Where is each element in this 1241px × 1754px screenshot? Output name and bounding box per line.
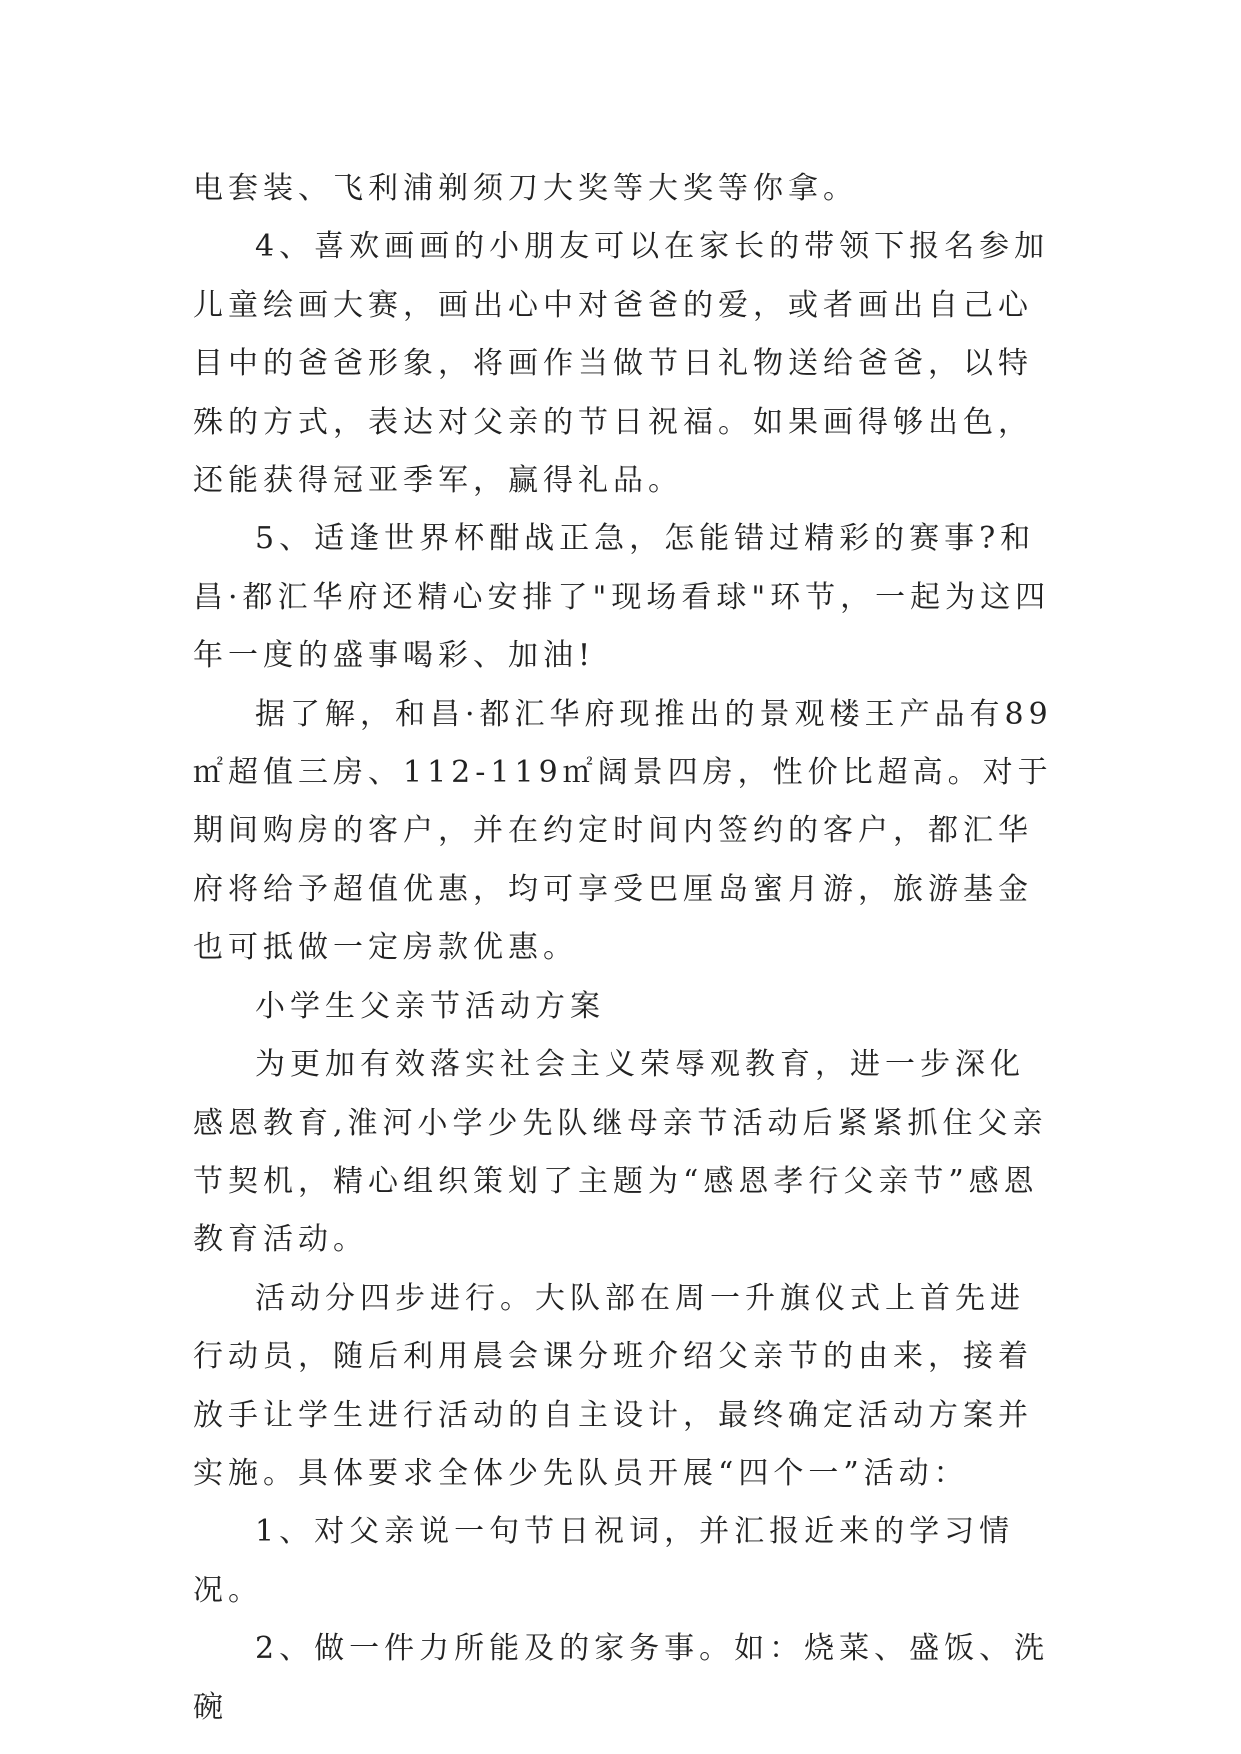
paragraph: 据了解，和昌·都汇华府现推出的景观楼王产品有89㎡超值三房、112-119㎡阔景四房，性价比超高。对于期间购房的客户，并在约定时间内签约的客户，都汇华府将给予超值优惠，均可享受巴厘岛蜜月游，旅游基金也可抵做一定房款优惠。 — [193, 696, 1053, 966]
section-heading: 小学生父亲节活动方案 — [255, 988, 605, 1024]
paragraph: 活动分四步进行。大队部在周一升旗仪式上首先进行动员，随后利用晨会课分班介绍父亲节的由来，接着放手让学生进行活动的自主设计，最终确定活动方案并实施。具体要求全体少先队员开展“四个一”活动： — [193, 1280, 1033, 1491]
paragraph: 5、适逢世界杯酣战正急，怎能错过精彩的赛事?和昌·都汇华府还精心安排了"现场看球"环节，一起为这四年一度的盛事喝彩、加油! — [193, 521, 1051, 674]
paragraph: 为更加有效落实社会主义荣辱观教育，进一步深化感恩教育,淮河小学少先队继母亲节活动后紧紧抓住父亲节契机，精心组织策划了主题为“感恩孝行父亲节”感恩教育活动。 — [193, 1047, 1048, 1258]
document-body — [193, 160, 1053, 1737]
paragraph: 电套装、飞利浦剃须刀大奖等大奖等你拿。 — [193, 171, 858, 206]
paragraph: 4、喜欢画画的小朋友可以在家长的带领下报名参加儿童绘画大赛，画出心中对爸爸的爱，或者画出自己心目中的爸爸形象，将画作当做节日礼物送给爸爸，以特殊的方式，表达对父亲的节日祝福。如果画得够出色，还能获得冠亚季军，赢得礼品。 — [193, 229, 1050, 499]
list-item: 1、对父亲说一句节日祝词，并汇报近来的学习情况。 — [193, 1514, 1015, 1608]
list-item: 2、做一件力所能及的家务事。如：烧菜、盛饭、洗碗 — [193, 1631, 1050, 1725]
